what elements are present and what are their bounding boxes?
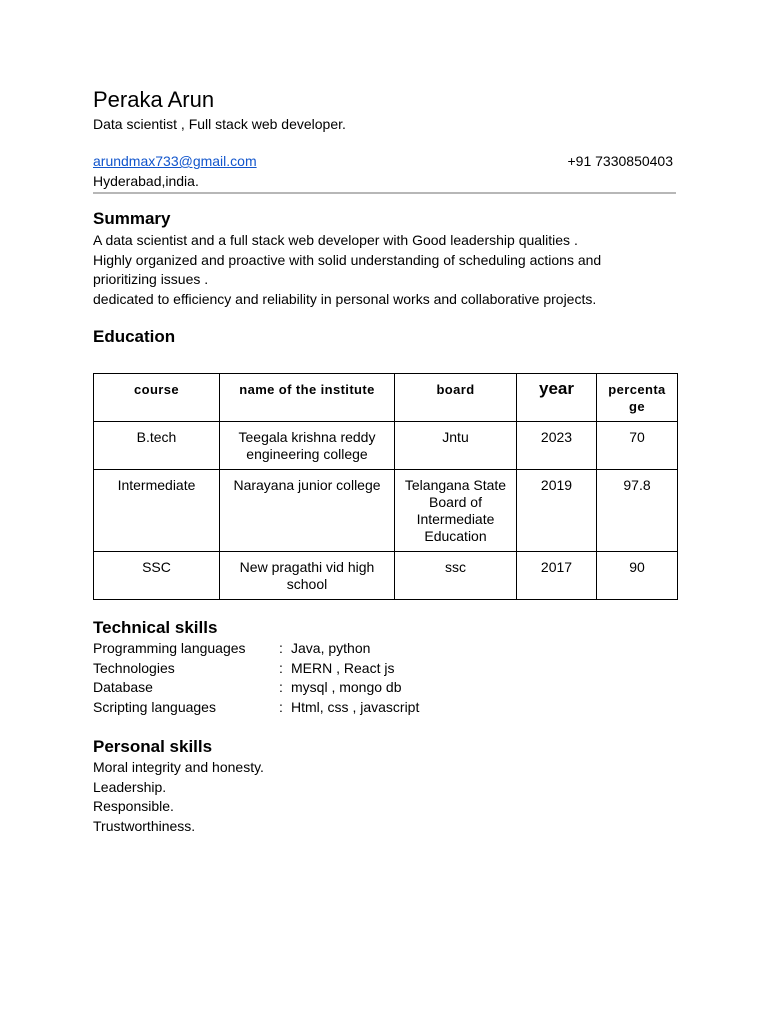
technical-skills-heading: Technical skills (93, 618, 218, 637)
cell-year: 2019 (517, 470, 597, 552)
education-heading: Education (93, 327, 176, 346)
skill-label: Programming languages (93, 640, 246, 656)
column-header-percentage: percenta ge (597, 374, 678, 422)
list-item: Moral integrity and honesty. (93, 759, 264, 775)
skill-label: Technologies (93, 659, 175, 676)
column-header-board: board (395, 374, 517, 422)
personal-skills-heading: Personal skills (93, 737, 213, 756)
cell-institute: Teegala krishna reddy engineering college (220, 422, 395, 470)
phone-number: +91 7330850403 (567, 153, 673, 169)
skill-value: Java, python (291, 640, 371, 656)
skill-value: mysql , mongo db (291, 679, 402, 695)
table-header-row (94, 374, 678, 422)
skill-value: Html, css , javascript (291, 698, 420, 715)
email-link[interactable]: arundmax733@gmail.com (93, 153, 257, 169)
education-table (93, 373, 678, 600)
table-row (94, 470, 678, 552)
candidate-name: Peraka Arun (93, 87, 215, 112)
cell-board: Jntu (395, 422, 517, 470)
skill-separator: : (279, 659, 283, 676)
skill-value: MERN , React js (291, 659, 395, 676)
list-item: Leadership. (93, 778, 167, 795)
table-row (94, 422, 678, 470)
skill-label: Scripting languages (93, 698, 216, 715)
list-item: Responsible. (93, 798, 174, 814)
column-header-institute: name of the institute (220, 374, 395, 422)
cell-year: 2017 (517, 552, 597, 600)
header-divider (93, 192, 676, 194)
cell-board: ssc (395, 552, 517, 600)
summary-line: prioritizing issues . (93, 271, 209, 287)
summary-line: A data scientist and a full stack web developer with Good leadership qualities . (93, 232, 578, 248)
cell-percentage: 90 (597, 552, 678, 600)
cell-percentage: 97.8 (597, 470, 678, 552)
summary-line: dedicated to efficiency and reliability in personal works and collaborative projects. (93, 290, 597, 307)
cell-year: 2023 (517, 422, 597, 470)
summary-line: Highly organized and proactive with solid understanding of scheduling actions and (93, 251, 602, 268)
skill-separator: : (279, 640, 283, 656)
candidate-title: Data scientist , Full stack web developer. (93, 116, 346, 132)
contact-row (93, 153, 676, 171)
skill-separator: : (279, 698, 283, 715)
cell-institute: Narayana junior college (220, 470, 395, 552)
summary-heading: Summary (93, 209, 171, 228)
cell-course: B.tech (94, 422, 220, 470)
skill-separator: : (279, 679, 283, 695)
table-row (94, 552, 678, 600)
column-header-year: year (517, 374, 597, 422)
location: Hyderabad,india. (93, 173, 199, 189)
list-item: Trustworthiness. (93, 817, 196, 834)
summary-text (93, 231, 601, 309)
cell-percentage: 70 (597, 422, 678, 470)
cell-institute: New pragathi vid high school (220, 552, 395, 600)
cell-course: SSC (94, 552, 220, 600)
personal-skills-list (93, 758, 264, 836)
skill-label: Database (93, 679, 153, 695)
cell-board: Telangana State Board of Intermediate Education (395, 470, 517, 552)
resume-page (93, 0, 676, 1024)
column-header-course: course (94, 374, 220, 422)
cell-course: Intermediate (94, 470, 220, 552)
